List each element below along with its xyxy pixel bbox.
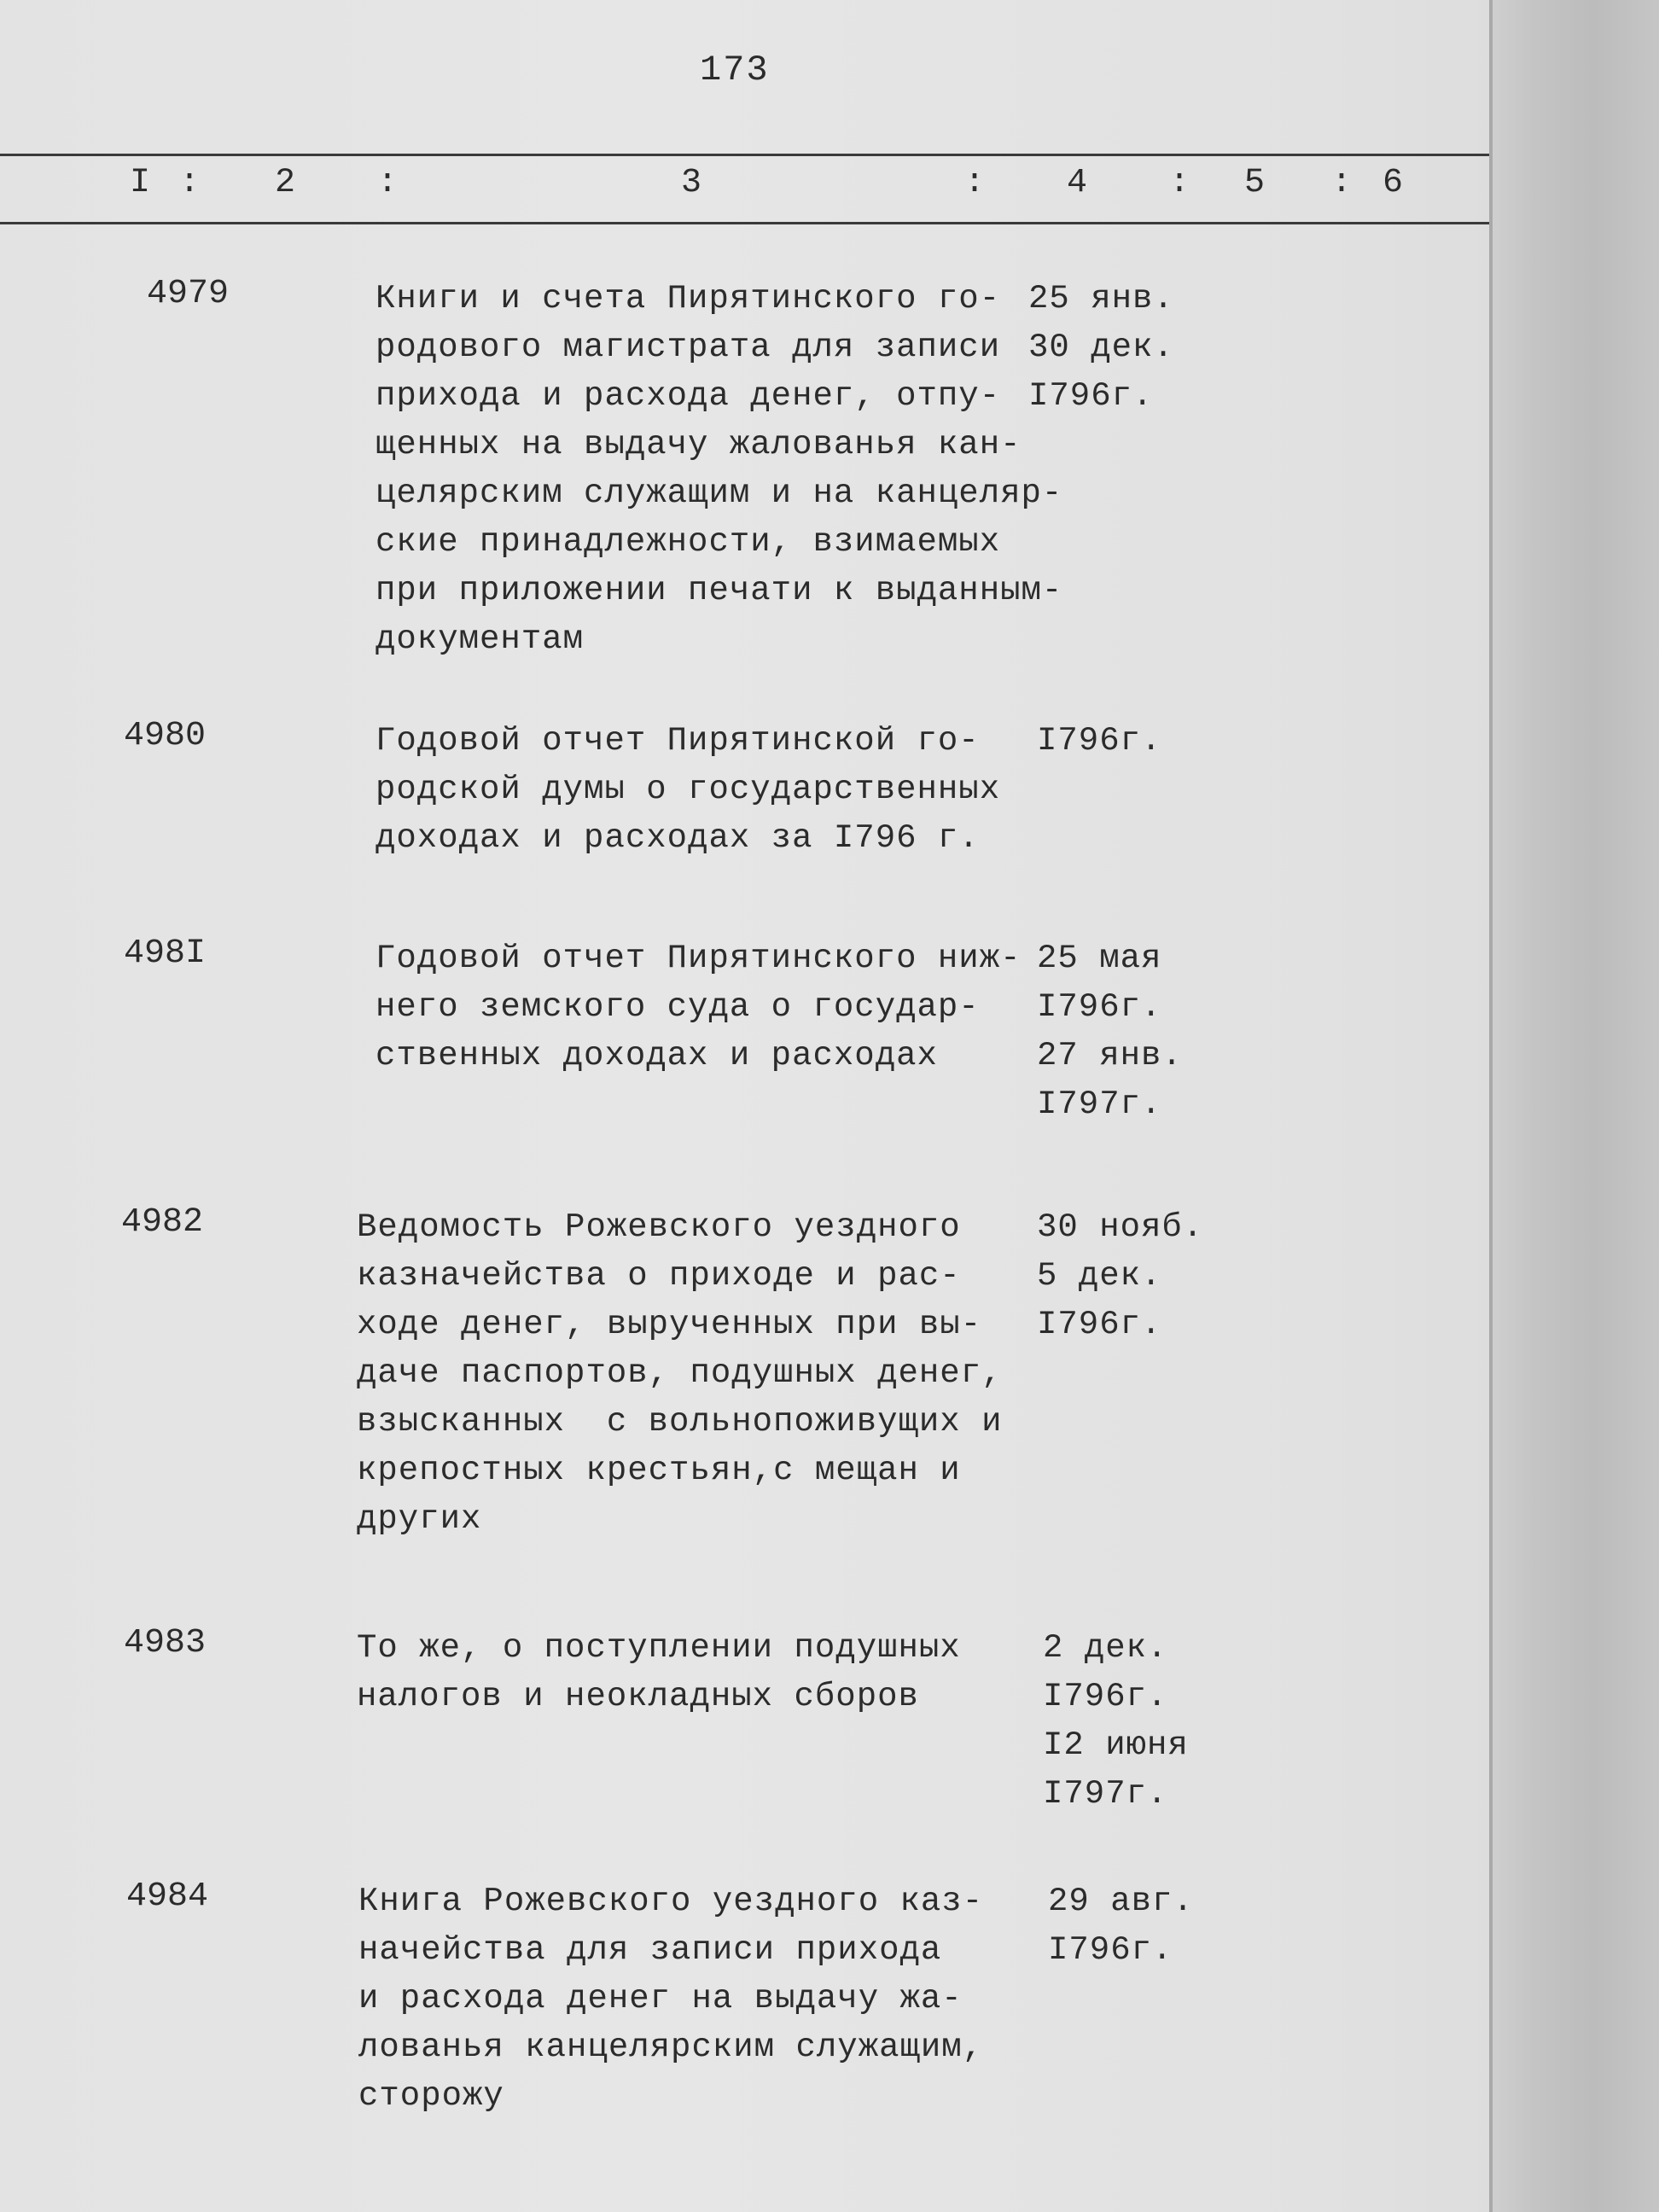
entry-text-line: Книга Рожевского уездного каз- xyxy=(358,1883,984,1920)
column-header-5: 5 xyxy=(1244,164,1266,202)
entry-text-line: ские принадлежности, взимаемых xyxy=(375,523,1001,561)
column-header-separator: : xyxy=(179,164,201,202)
column-header-separator: : xyxy=(964,164,986,202)
entry-date-line: I797г. xyxy=(1043,1775,1168,1813)
entry-text-line: ственных доходах и расходах xyxy=(375,1037,938,1074)
entry-text-line: взысканных с вольнопоживущих и xyxy=(357,1403,1003,1441)
entry-dates xyxy=(1028,275,1174,421)
entry-text-line: доходах и расходах за I796 г. xyxy=(375,819,980,857)
entry-text-line: казначейства о приходе и рас- xyxy=(357,1257,961,1295)
entry-text-line: Годовой отчет Пирятинской го- xyxy=(375,722,980,760)
entry-date-line: I796г. xyxy=(1048,1931,1173,1969)
entry-number: 4980 xyxy=(124,717,207,755)
entry-text-line: него земского суда о государ- xyxy=(375,988,980,1026)
entry-description xyxy=(357,1203,1003,1544)
entry-text-line: щенных на выдачу жалованья кан- xyxy=(375,426,1022,463)
entry-text-line: Ведомость Рожевского уездного xyxy=(357,1208,961,1246)
entry-text-line: других xyxy=(357,1500,482,1538)
column-header-1: I xyxy=(130,164,151,202)
entry-text-line: прихода и расхода денег, отпу- xyxy=(375,377,1001,415)
entry-text-line: родской думы о государственных xyxy=(375,771,1001,808)
entry-text-line: лованья канцелярским служащим, xyxy=(358,2029,984,2066)
column-header-separator: : xyxy=(1169,164,1190,202)
entry-description xyxy=(375,934,1022,1080)
entry-date-line: I796г. xyxy=(1037,722,1162,760)
entry-dates xyxy=(1037,1203,1203,1349)
entry-number: 4982 xyxy=(121,1203,204,1242)
entry-date-line: 29 авг. xyxy=(1048,1883,1194,1920)
entry-date-line: I796г. xyxy=(1043,1678,1168,1715)
entry-description xyxy=(357,1624,961,1721)
entry-text-line: Книги и счета Пирятинского го- xyxy=(375,280,1001,317)
entry-text-line: даче паспортов, подушных денег, xyxy=(357,1354,1003,1392)
entry-description xyxy=(358,1877,983,2121)
entry-description xyxy=(375,717,1000,863)
entry-description xyxy=(375,275,1062,664)
header-rule-bottom xyxy=(0,222,1489,224)
header-rule-top xyxy=(0,154,1489,156)
entry-date-line: 30 дек. xyxy=(1028,329,1174,366)
entry-text-line: при приложении печати к выданным- xyxy=(375,572,1063,609)
entry-dates xyxy=(1048,1877,1194,1975)
entry-text-line: начейства для записи прихода xyxy=(358,1931,942,1969)
entry-text-line: целярским служащим и на канцеляр- xyxy=(375,474,1063,512)
entry-text-line: крепостных крестьян,с мещан и xyxy=(357,1452,961,1489)
entry-number: 4984 xyxy=(126,1877,209,1916)
page-number: 173 xyxy=(700,49,770,90)
entry-text-line: Годовой отчет Пирятинского ниж- xyxy=(375,940,1022,977)
entry-number: 4979 xyxy=(147,275,230,313)
entry-text-line: сторожу xyxy=(358,2077,504,2115)
entry-text-line: и расхода денег на выдачу жа- xyxy=(358,1980,963,2017)
entry-number: 4983 xyxy=(124,1624,207,1662)
column-header-2: 2 xyxy=(275,164,296,202)
entry-dates xyxy=(1037,934,1183,1129)
column-header-4: 4 xyxy=(1067,164,1088,202)
entry-date-line: 25 янв. xyxy=(1028,280,1174,317)
entry-text-line: документам xyxy=(375,620,585,658)
column-header-separator: : xyxy=(377,164,399,202)
entry-date-line: I796г. xyxy=(1037,1306,1162,1343)
entry-dates xyxy=(1037,717,1161,765)
entry-number: 498I xyxy=(124,934,207,973)
entry-text-line: родового магистрата для записи xyxy=(375,329,1001,366)
entry-date-line: I797г. xyxy=(1037,1086,1162,1123)
page-edge xyxy=(1489,0,1659,2212)
entry-date-line: 5 дек. xyxy=(1037,1257,1162,1295)
column-header-6: 6 xyxy=(1382,164,1404,202)
column-header-separator: : xyxy=(1331,164,1353,202)
entry-date-line: 30 нояб. xyxy=(1037,1208,1204,1246)
entry-date-line: 25 мая xyxy=(1037,940,1162,977)
entry-text-line: То же, о поступлении подушных xyxy=(357,1629,961,1667)
entry-text-line: налогов и неокладных сборов xyxy=(357,1678,919,1715)
entry-date-line: 27 янв. xyxy=(1037,1037,1183,1074)
entry-date-line: I796г. xyxy=(1037,988,1162,1026)
column-header-3: 3 xyxy=(681,164,702,202)
entry-date-line: 2 дек. xyxy=(1043,1629,1168,1667)
entry-date-line: I2 июня xyxy=(1043,1726,1189,1764)
entry-dates xyxy=(1043,1624,1189,1819)
entry-text-line: ходе денег, вырученных при вы- xyxy=(357,1306,982,1343)
entry-date-line: I796г. xyxy=(1028,377,1154,415)
